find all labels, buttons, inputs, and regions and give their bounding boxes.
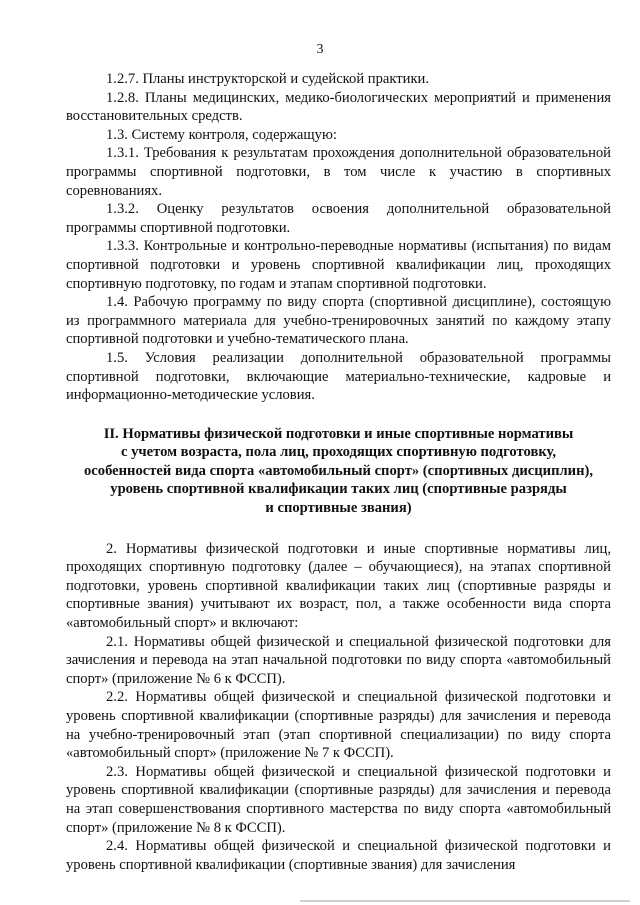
item-1-4: 1.4. Рабочую программу по виду спорта (спортивной дисциплине), состоящую из программного материала для учебно-тренировочных занятий по каждому этапу спортивной подготовки и учебно-тематического плана. [66, 294, 611, 348]
section-2-heading-line: особенностей вида спорта «автомобильный спорт» (спортивных дисциплин), [84, 462, 593, 479]
section-2-heading-line: II. Нормативы физической подготовки и иные спортивные нормативы [103, 425, 574, 442]
item-1-3: 1.3. Систему контроля, содержащую: [106, 126, 337, 143]
scan-edge-line [300, 900, 630, 902]
item-2-4: 2.4. Нормативы общей физической и специальной физической подготовки и уровень спортивной квалификации (спортивные звания) для зачисления [66, 838, 611, 873]
item-2-2: 2.2. Нормативы общей физической и специальной физической подготовки и уровень спортивной квалификации (спортивные разряды) для зачисления и перевода на учебно-тренировочный этап (этап спортивной специализации) по виду спорта «автомобильный спорт» (приложение № 7 к ФССП). [66, 689, 611, 762]
page-number: 3 [316, 42, 324, 57]
document-body [66, 70, 611, 874]
item-1-3-3: 1.3.3. Контрольные и контрольно-переводные нормативы (испытания) по видам спортивной подготовки и уровень спортивной квалификации лиц, проходящих спортивную подготовку, по годам и этапам спортивной подготовки. [66, 238, 611, 292]
section-2-heading-line: уровень спортивной квалификации таких лиц (спортивные разряды [110, 481, 567, 498]
item-2: 2. Нормативы физической подготовки и иные спортивные нормативы лиц, проходящих спортивную подготовку (далее – обучающиеся), на этапах спортивной подготовки, уровень спортивной квалификации таких лиц (спортивные разряды и спортивные звания) учитывают их возраст, пол, а также особенности вида спорта «автомобильный спорт» и включают: [66, 540, 611, 632]
item-1-5: 1.5. Условия реализации дополнительной образовательной программы спортивной подготовки, включающие материально-технические, кадровые и информационно-методические условия. [66, 349, 611, 404]
item-2-1: 2.1. Нормативы общей физической и специальной физической подготовки для зачисления и перевода на этап начальной подготовки по виду спорта «автомобильный спорт» (приложение № 6 к ФССП). [66, 633, 611, 687]
section-2-heading-line: с учетом возраста, пола лиц, проходящих спортивную подготовку, [120, 444, 557, 461]
item-2-3: 2.3. Нормативы общей физической и специальной физической подготовки и уровень спортивной квалификации (спортивные разряды) для зачисления и перевода на этап совершенствования спортивного мастерства по виду спорта «автомобильный спорт» (приложение № 8 к ФССП). [66, 763, 611, 836]
item-1-3-1: 1.3.1. Требования к результатам прохождения дополнительной образовательной программы спортивной подготовки, в том числе к участию в спортивных соревнованиях. [66, 145, 611, 199]
item-1-2-8: 1.2.8. Планы медицинских, медико-биологических мероприятий и применения восстановительных средств. [66, 89, 611, 125]
item-1-2-7: 1.2.7. Планы инструкторской и судейской практики. [106, 71, 429, 87]
section-2-heading [66, 425, 611, 518]
section-2-heading-line: и спортивные звания) [265, 500, 412, 517]
item-1-3-2: 1.3.2. Оценку результатов освоения дополнительной образовательной программы спортивной подготовки. [66, 201, 611, 236]
